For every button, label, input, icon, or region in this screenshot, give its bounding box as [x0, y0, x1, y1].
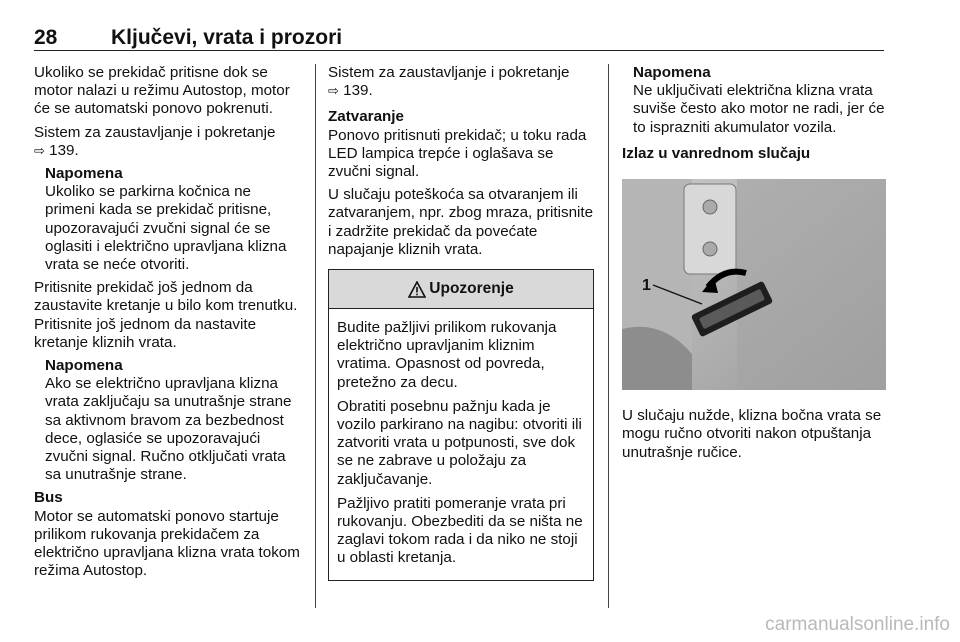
page-title: Ključevi, vrata i prozori — [111, 26, 343, 49]
warning-title: Upozorenje — [429, 279, 514, 297]
warning-paragraph: Obratiti posebnu pažnju kada je vozilo parkirano na nagibu: otvoriti ili zatvoriti vrata u potpunosti, sve dok se ne zabrave u položaju za zaključavanje. — [337, 397, 582, 488]
page-reference-link[interactable]: 139. — [343, 82, 373, 100]
page-reference-icon: ⇨ — [34, 142, 45, 158]
note-title: Napomena — [633, 64, 711, 81]
section-heading-closing: Zatvaranje — [328, 108, 404, 126]
warning-paragraph: Pažljivo pratiti pomeranje vrata pri rukovanju. Obezbediti da se ništa ne zaglavi tokom rada i da niko ne stoji u oblasti kretanja. — [337, 494, 583, 567]
hinge-bracket — [684, 184, 736, 274]
hinge-bolt — [703, 242, 717, 256]
paragraph: U slučaju poteškoća sa otvaranjem ili zatvaranjem, npr. zbog mraza, pritisnite i zadržite prekidač da povećate napajanje kliznih vrata. — [328, 186, 594, 258]
warning-body — [329, 309, 593, 580]
paragraph: Ponovo pritisnuti prekidač; u toku rada LED lampica trepće i oglašava se zvučni signal. — [328, 126, 587, 181]
section-heading-bus: Bus — [34, 489, 63, 507]
hinge-bolt — [703, 200, 717, 214]
cross-reference-paragraph — [328, 64, 596, 100]
cross-reference-paragraph — [34, 124, 302, 160]
note-block — [622, 64, 888, 137]
note-text: Ukoliko se parkirna kočnica ne primeni kada se prekidač pritisne, upozoravajući zvučni signal će se oglasiti i električno upravljana klizna vrata se neće otvoriti. — [45, 183, 287, 274]
watermark: carmanualsonline.info — [765, 614, 950, 635]
page-header — [34, 26, 884, 51]
paragraph: Ukoliko se prekidač pritisne dok se motor nalazi u režimu Autostop, motor će se automatski ponovo pokrenuti. — [34, 64, 290, 118]
emergency-release-photo — [622, 179, 886, 390]
column-right — [622, 64, 888, 467]
note-title: Napomena — [45, 165, 123, 183]
page-reference-link[interactable]: 139. — [49, 141, 79, 159]
note-text: Ne uključivati električna klizna vrata suviše često ako motor ne radi, jer će to isprazniti akumulator vozila. — [633, 82, 885, 136]
warning-triangle-icon — [408, 281, 426, 298]
reference-text: Sistem za zaustavljanje i pokretanje — [34, 123, 276, 141]
section-heading-emergency: Izlaz u vanrednom slučaju — [622, 144, 811, 162]
warning-box — [328, 269, 594, 581]
paragraph: Motor se automatski ponovo startuje prilikom rukovanja prekidačem za električno upravljana klizna vrata tokom režima Autostop. — [34, 507, 300, 580]
paragraph: U slučaju nužde, klizna bočna vrata se mogu ručno otvoriti nakon otpuštanja unutrašnje ručice. — [622, 407, 882, 461]
callout-label: 1 — [642, 277, 651, 295]
column-divider — [315, 64, 316, 608]
warning-header — [329, 270, 593, 309]
note-title: Napomena — [45, 357, 123, 375]
column-middle — [328, 64, 596, 581]
page-number: 28 — [34, 26, 58, 49]
note-block — [34, 165, 302, 274]
page-reference-icon: ⇨ — [328, 83, 339, 99]
column-left — [34, 64, 302, 585]
warning-paragraph: Budite pažljivi prilikom rukovanja električno upravljanim kliznim vratima. Opasnost od povreda, pretežno za decu. — [337, 319, 557, 391]
reference-text: Sistem za zaustavljanje i pokretanje — [328, 64, 570, 81]
note-text: Ako se električno upravljana klizna vrata zaključaju sa unutrašnje strane sa aktivnom bravom za bezbednost dece, oglasiće se upozoravajući zvučni signal. Ručno otključati vrata sa unutrašnje strane. — [45, 375, 292, 484]
column-divider — [608, 64, 609, 608]
paragraph: Pritisnite prekidač još jednom da zaustavite kretanje u bilo kom trenutku. Pritisnite još jednom da nastavite kretanje kliznih vrata. — [34, 279, 298, 351]
note-block — [34, 357, 302, 484]
